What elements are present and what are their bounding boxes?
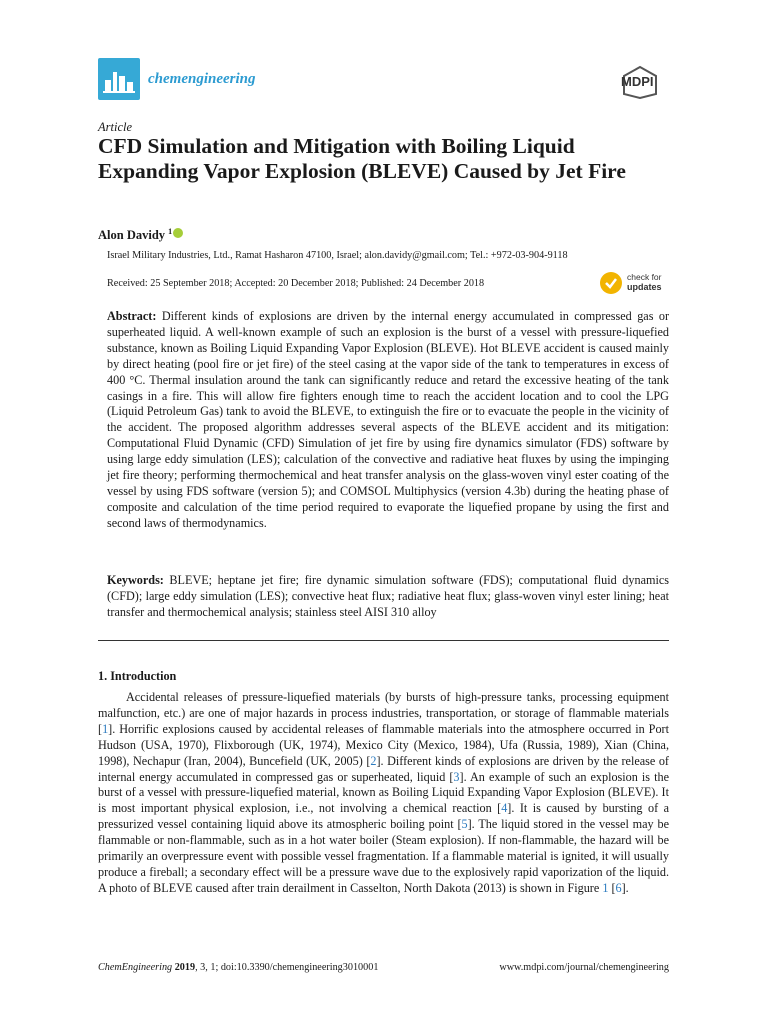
intro-text: Accidental releases of pressure-liquefied materials (by bursts of high-pressure tanks, processing equipment malfunction, etc.) are one of major hazards in process industries, transportation, or storage of flammable materials [ — [98, 690, 669, 736]
affiliation: Israel Military Industries, Ltd., Ramat Hasharon 47100, Israel; alon.davidy@gmail.com; Tel.: +972-03-904-9118 — [107, 250, 568, 261]
keywords — [107, 572, 669, 620]
check-updates-text — [627, 272, 662, 292]
section-heading: 1. Introduction — [98, 669, 177, 683]
footer-doi: , 3, 1; doi:10.3390/chemengineering3010001 — [195, 962, 379, 973]
keywords-text: BLEVE; heptane jet fire; fire dynamic simulation software (FDS); computational fluid dynamics (CFD); large eddy simulation (LES); convective heat flux; radiative heat flux; glass-woven vinyl ester lining; heat transfer and thermochemical analysis; stainless steel AISI 310 alloy — [107, 573, 669, 619]
abstract-label: Abstract: — [107, 309, 157, 323]
intro-text: ]. The liquid stored in the vessel may be flammable or non-flammable, such as in a hot water boiler (Steam explosion). If non-flammable, the hazard will be primarily an overpressure event with possible vessel fragmentation. If a flammable material is ignited, it will usually produce a fireball; a secondary effect will be a pressure wave due to the explosively rapid vaporization of the liquid. A photo of BLEVE caused after train derailment in Casselton, North Dakota (2013) is shown in Figure — [98, 817, 669, 895]
orcid-icon[interactable] — [173, 228, 183, 238]
citation-link[interactable]: 4 — [501, 801, 508, 816]
intro-text: ]. Horrific explosions caused by accidental releases of flammable materials into the atmosphere occurred in Port Hudson (USA, 1970), Flixborough (UK, 1974), Mexico City (Mexico, 1984), Ufa (Russia, 1989), Xian (China, 1998), Nechapur (Iran, 2004), Buncefield (UK, 2005) [ — [98, 721, 669, 768]
abstract — [107, 309, 669, 532]
check-updates-line1: check for — [627, 272, 662, 282]
citation-link[interactable]: 5 — [461, 817, 468, 832]
check-updates-icon — [600, 272, 622, 294]
author-line — [98, 227, 183, 243]
factory-icon — [98, 58, 140, 100]
intro-text: ]. — [621, 880, 629, 895]
intro-text: ]. An example of such an explosion is the burst of a vessel with pressure-liquefied material, known as Boiling Liquid Expanding Vapor Explosion (BLEVE). It is most important physical explosion, i.e., not involving a chemical reaction [ — [98, 769, 669, 816]
footer-year: 2019 — [174, 962, 196, 973]
mdpi-logo-text: MDPI — [621, 74, 654, 89]
citation-link[interactable]: 6 — [615, 880, 622, 895]
citation-link[interactable]: 1 — [102, 721, 109, 736]
author-name: Alon Davidy — [98, 228, 166, 243]
author-affiliation-mark: 1 — [168, 227, 173, 236]
check-updates-line2: updates — [627, 282, 662, 292]
footer-url[interactable]: www.mdpi.com/journal/chemengineering — [499, 962, 669, 973]
intro-paragraph — [98, 690, 669, 897]
intro-text: ]. It is caused by bursting of a pressurized vessel containing liquid above its atmospheric boiling point [ — [98, 801, 669, 832]
mdpi-logo — [612, 65, 668, 99]
footer-journal: ChemEngineering — [98, 962, 173, 973]
paper-title: CFD Simulation and Mitigation with Boiling Liquid Expanding Vapor Explosion (BLEVE) Caused by Jet Fire — [98, 134, 626, 183]
citation-link[interactable]: 3 — [453, 769, 460, 784]
publication-dates: Received: 25 September 2018; Accepted: 20 December 2018; Published: 24 December 2018 — [107, 278, 485, 289]
citation-link[interactable]: 2 — [370, 753, 377, 768]
journal-name: chemengineering — [148, 71, 256, 87]
journal-logo — [98, 58, 140, 100]
intro-text: ]. Different kinds of explosions are driven by the release of internal energy accumulated in compressed gas or superheated, liquid [ — [98, 753, 669, 784]
check-for-updates-badge[interactable] — [600, 270, 674, 298]
article-type: Article — [98, 120, 133, 134]
footer-citation — [98, 962, 378, 973]
intro-text: [ — [608, 880, 616, 895]
section-divider — [98, 640, 669, 641]
abstract-text: Different kinds of explosions are driven by the internal energy accumulated in compressed gas or superheated liquid. A well-known example of such an explosion is the burst of a vessel with pressure-liquefied substance, known as Boiling Liquid Expanding Vapor Explosion (BLEVE). Hot BLEVE accident is caused mainly by direct heating (pool fire or jet fire) of the steel casing at the vapor side of the tank to temperatures in excess of 400 °C. Thermal insulation around the tank can significantly reduce and retard the excessive heating of the tank casings in a fire. This will allow fire fighters enough time to reach the accident location and to cool the LPG (Liquid Petroleum Gas) tank to avoid the BLEVE, to extinguish the fire or to evacuate the people in the vicinity of the accident. The proposed algorithm addresses several aspects of the BLEVE accident and its mitigation: Computational Fluid Dynamic (CFD) Simulation of jet fire by using fire dynamics simulator (FDS) software by using large eddy simulation (LES); calculation of the convective and radiative heat fluxes by using the impinging jet fire theory; performing thermochemical and heat transfer analysis on the glass-woven vinyl ester coating of the vessel by using FDS software (version 5); and COMSOL Multiphysics (version 4.3b) during the heating phase of composite and calculation of the time period required to evaporate the liquefied propane by using the first and second laws of thermodynamics. — [107, 309, 670, 530]
keywords-label: Keywords: — [107, 573, 164, 587]
figure-link[interactable]: 1 — [602, 880, 609, 895]
